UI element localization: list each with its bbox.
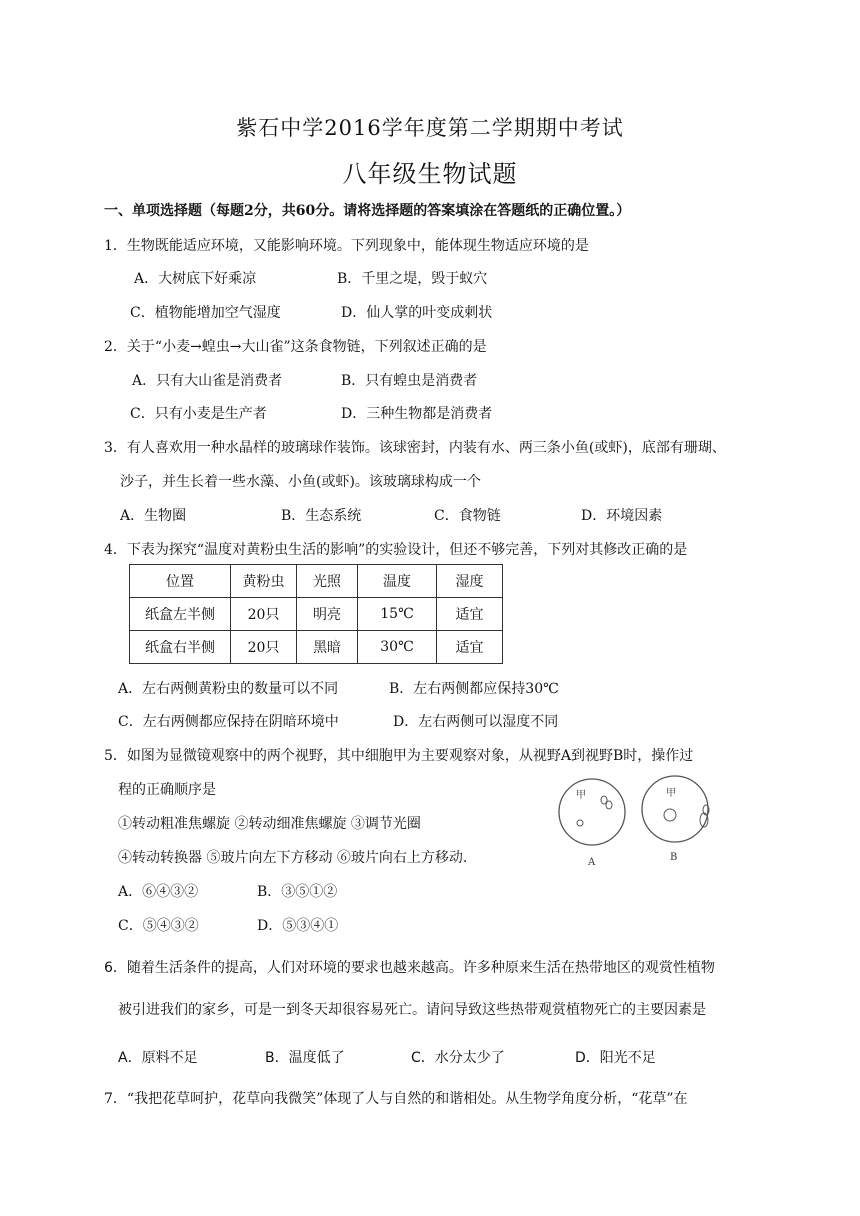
view-a-label: A (588, 857, 596, 868)
q4-option-a: A．左右两侧黄粉虫的数量可以不同 (118, 681, 339, 697)
exam-subtitle: 八年级生物试题 (342, 160, 518, 188)
q5-option-a: A．⑥④③② (118, 884, 199, 900)
table-row (130, 631, 503, 664)
q5-stem-line1: 5．如图为显微镜观察中的两个视野，其中细胞甲为主要观察对象，从视野A到视野B时，操作过 (104, 748, 694, 764)
view-b-circle (642, 776, 708, 842)
q3-option-d: D．环境因素 (581, 508, 663, 524)
table-cell: 适宜 (437, 631, 503, 664)
q6-option-b: B．温度低了 (265, 1050, 345, 1066)
q1-option-b: B．千里之堤，毁于蚁穴 (337, 271, 488, 287)
q1-option-c: C．植物能增加空气湿度 (130, 305, 281, 321)
q3-stem-line1: 3．有人喜欢用一种水晶样的玻璃球作装饰。该球密封，内装有水、两三条小鱼(或虾)，底部有珊瑚、 (104, 440, 726, 456)
experiment-table (129, 564, 503, 664)
q2-stem: 2．关于“小麦→蝗虫→大山雀”这条食物链，下列叙述正确的是 (104, 339, 487, 355)
q5-operations-line1: ①转动粗准焦螺旋 ②转动细准焦螺旋 ③调节光圈 (118, 816, 421, 832)
q5-option-b: B．③⑤①② (257, 884, 338, 900)
table-cell: 20只 (231, 631, 297, 664)
q1-stem: 1．生物既能适应环境，又能影响环境。下列现象中，能体现生物适应环境的是 (104, 238, 589, 254)
table-header-cell: 光照 (297, 565, 358, 598)
view-a-cell-label: 甲 (576, 790, 586, 801)
q4-option-d: D．左右两侧可以湿度不同 (393, 714, 559, 730)
table-cell: 20只 (231, 598, 297, 631)
table-header-cell: 位置 (130, 565, 231, 598)
cell-icon (606, 801, 612, 809)
q2-option-a: A．只有大山雀是消费者 (132, 373, 283, 389)
view-a-circle (559, 779, 625, 845)
table-header-cell: 黄粉虫 (231, 565, 297, 598)
q5-option-d: D．⑤③④① (257, 918, 339, 934)
q6-stem-line1: 6．随着生活条件的提高，人们对环境的要求也越来越高。许多种原来生活在热带地区的观赏性植物 (104, 960, 715, 976)
microscope-views-figure (556, 772, 718, 868)
table-cell: 适宜 (437, 598, 503, 631)
view-b-label: B (670, 852, 678, 863)
exam-title: 紫石中学2016学年度第二学期期中考试 (236, 116, 624, 140)
q7-stem: 7．“我把花草呵护，花草向我微笑”体现了人与自然的和谐相处。从生物学角度分析，“花草”在 (104, 1091, 688, 1107)
section-heading: 一、单项选择题（每题2分，共60分。请将选择题的答案填涂在答题纸的正确位置。） (104, 203, 631, 219)
table-cell: 明亮 (297, 598, 358, 631)
q2-option-b: B．只有蝗虫是消费者 (341, 373, 478, 389)
table-row (130, 598, 503, 631)
q3-stem-line2: 沙子，并生长着一些水藻、小鱼(或虾)。该玻璃球构成一个 (120, 474, 481, 490)
q4-option-c: C．左右两侧都应保持在阴暗环境中 (118, 714, 339, 730)
table-cell: 纸盒左半侧 (130, 598, 231, 631)
q6-option-a: A．原料不足 (118, 1050, 198, 1066)
q3-option-b: B．生态系统 (281, 508, 362, 524)
q6-option-d: D．阳光不足 (575, 1050, 656, 1066)
table-cell: 黑暗 (297, 631, 358, 664)
table-header-cell: 温度 (358, 565, 437, 598)
table-cell: 15℃ (358, 598, 437, 631)
q4-stem: 4．下表为探究“温度对黄粉虫生活的影响”的实验设计，但还不够完善，下列对其修改正确的是 (104, 542, 688, 558)
view-b-cell-label: 甲 (666, 788, 676, 799)
q5-stem-line2: 程的正确顺序是 (118, 782, 216, 798)
q1-option-d: D．仙人掌的叶变成刺状 (341, 305, 493, 321)
q1-option-a: A．大树底下好乘凉 (134, 271, 257, 287)
q5-operations-line2: ④转动转换器 ⑤玻片向左下方移动 ⑥玻片向右上方移动. (118, 850, 468, 866)
q4-option-b: B．左右两侧都应保持30℃ (389, 681, 559, 697)
table-cell: 30℃ (358, 631, 437, 664)
q3-option-c: C．食物链 (434, 508, 501, 524)
table-header-cell: 湿度 (437, 565, 503, 598)
table-header-row (130, 565, 503, 598)
q6-stem-line2: 被引进我们的家乡，可是一到冬天却很容易死亡。请问导致这些热带观赏植物死亡的主要因素是 (118, 1002, 706, 1018)
q2-option-c: C．只有小麦是生产者 (130, 406, 267, 422)
cell-icon (664, 809, 676, 821)
table-cell: 纸盒右半侧 (130, 631, 231, 664)
q5-option-c: C．⑤④③② (118, 918, 199, 934)
cell-icon (577, 820, 583, 826)
q3-option-a: A．生物圈 (120, 508, 187, 524)
q6-option-c: C．水分太少了 (411, 1050, 505, 1066)
q2-option-d: D．三种生物都是消费者 (341, 406, 493, 422)
